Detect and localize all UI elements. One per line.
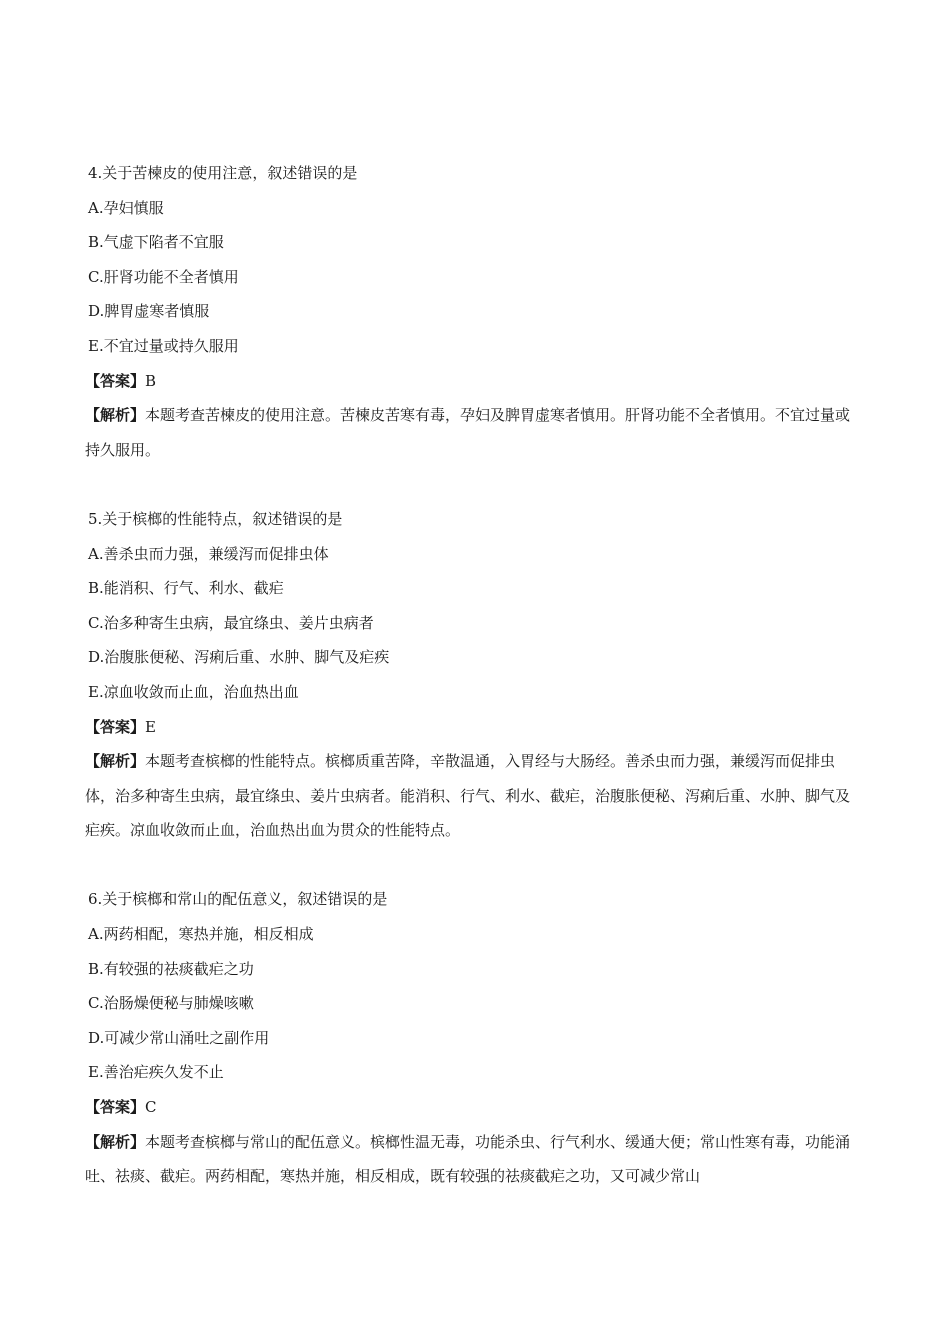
option-c: C.肝肾功能不全者慎用 <box>88 267 239 286</box>
option-a: A.两药相配，寒热并施，相反相成 <box>88 925 314 944</box>
answer-line <box>85 1090 863 1125</box>
document-page <box>85 156 863 1194</box>
question-4 <box>85 156 863 467</box>
question-stem: 6.关于槟榔和常山的配伍意义，叙述错误的是 <box>88 890 388 909</box>
answer-tag: 【答案】 <box>85 717 146 736</box>
answer-line <box>85 710 863 745</box>
option-a: A.善杀虫而力强，兼缓泻而促排虫体 <box>88 544 329 563</box>
analysis-tag: 【解析】 <box>85 1132 146 1151</box>
answer-tag: 【答案】 <box>85 1098 146 1117</box>
option-d: D.治腹胀便秘、泻痢后重、水肿、脚气及疟疾 <box>88 648 390 667</box>
option-a: A.孕妇慎服 <box>88 198 164 217</box>
question-6 <box>85 882 863 1193</box>
answer-value: B <box>145 371 157 390</box>
answer-line <box>85 364 863 399</box>
analysis-paragraph <box>85 744 863 848</box>
option-e: E.不宜过量或持久服用 <box>88 336 239 355</box>
answer-value: C <box>145 1098 157 1117</box>
question-stem: 4.关于苦楝皮的使用注意，叙述错误的是 <box>88 164 358 182</box>
question-stem: 5.关于槟榔的性能特点，叙述错误的是 <box>88 509 343 528</box>
answer-tag: 【答案】 <box>85 371 146 390</box>
option-c: C.治肠燥便秘与肺燥咳嗽 <box>88 994 254 1013</box>
option-b: B.气虚下陷者不宜服 <box>88 233 224 252</box>
option-d: D.脾胃虚寒者慎服 <box>88 302 210 321</box>
analysis-text: 本题考查槟榔的性能特点。槟榔质重苦降，辛散温通，入胃经与大肠经。善杀虫而力强，兼缓泻而促排虫体，治多种寄生虫病，最宜绦虫、姜片虫病者。能消积、行气、利水、截疟，治腹胀便秘、泻痢后重、水肿、脚气及疟疾。凉血收敛而止血，治血热出血为贯众的性能特点。 <box>85 752 851 840</box>
analysis-tag: 【解析】 <box>85 752 146 771</box>
option-b: B.能消积、行气、利水、截疟 <box>88 579 284 598</box>
option-d: D.可减少常山涌吐之副作用 <box>88 1028 270 1047</box>
option-b: B.有较强的祛痰截疟之功 <box>88 959 254 978</box>
option-e: E.善治疟疾久发不止 <box>88 1063 224 1082</box>
option-e: E.凉血收敛而止血，治血热出血 <box>88 682 299 701</box>
spacer <box>88 848 863 883</box>
analysis-paragraph <box>85 398 863 467</box>
question-5 <box>85 502 863 848</box>
analysis-tag: 【解析】 <box>85 406 146 425</box>
spacer <box>88 467 863 502</box>
analysis-paragraph <box>85 1125 863 1194</box>
analysis-text: 本题考查苦楝皮的使用注意。苦楝皮苦寒有毒，孕妇及脾胃虚寒者慎用。肝肾功能不全者慎用。不宜过量或持久服用。 <box>85 406 851 459</box>
option-c: C.治多种寄生虫病，最宜绦虫、姜片虫病者 <box>88 613 374 632</box>
answer-value: E <box>145 717 156 736</box>
analysis-text: 本题考查槟榔与常山的配伍意义。槟榔性温无毒，功能杀虫、行气利水、缓通大便；常山性寒有毒，功能涌吐、祛痰、截疟。两药相配，寒热并施，相反相成，既有较强的祛痰截疟之功，又可减少常山 <box>85 1132 851 1186</box>
